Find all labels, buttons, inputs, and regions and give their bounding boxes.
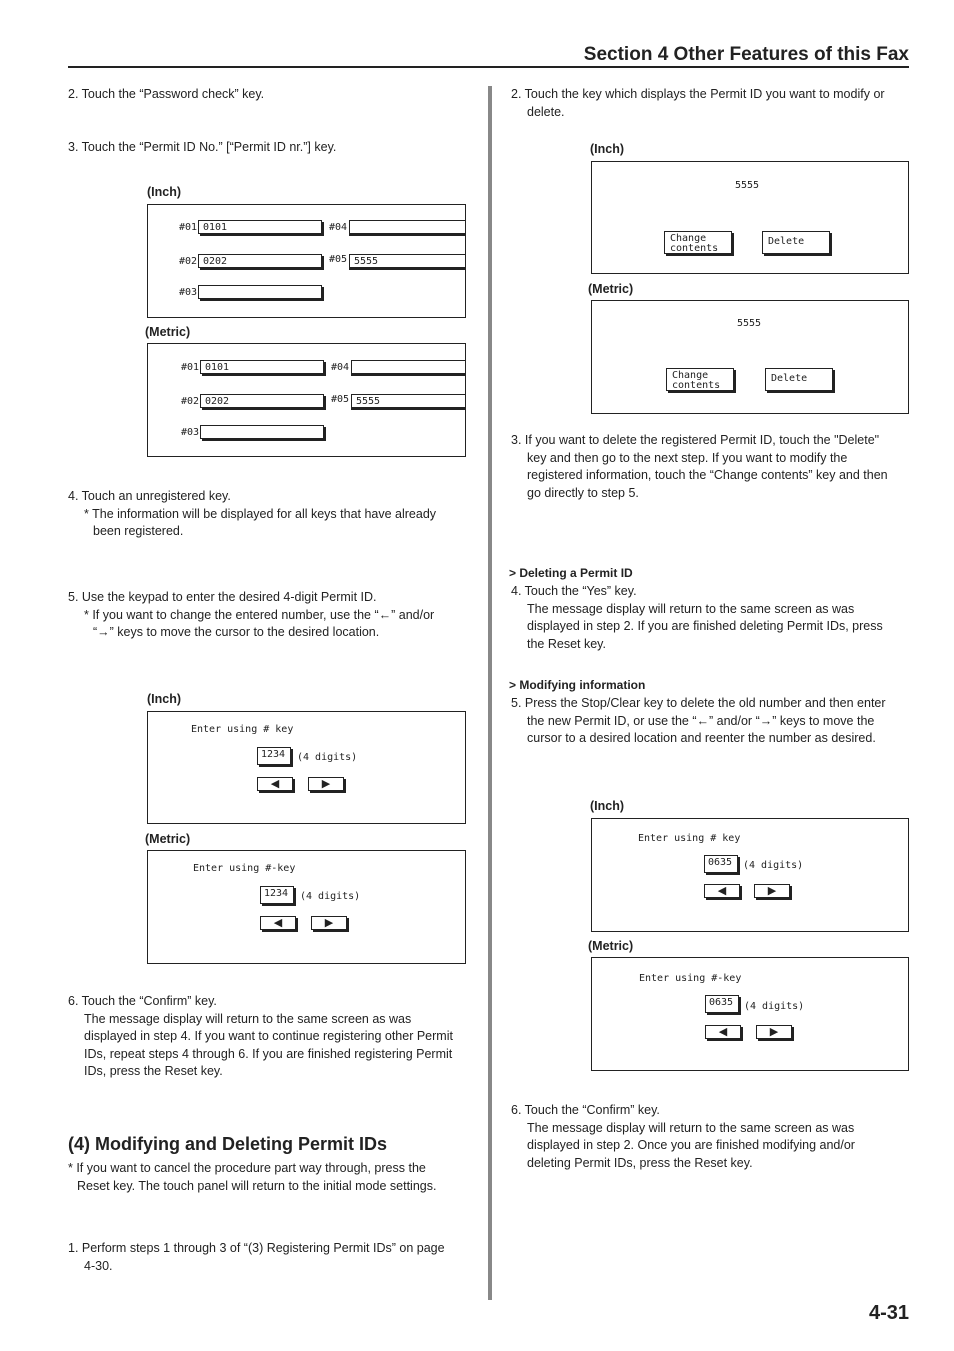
key-label-02: #02 — [179, 256, 198, 267]
digits-hint: (4 digits) — [743, 860, 804, 871]
metric-label: (Metric) — [145, 325, 191, 339]
step-5-note: * If you want to change the entered number, use the “←” and/or — [84, 607, 435, 622]
modify-id-screen-metric — [591, 957, 909, 1071]
cursor-left-button[interactable] — [705, 1025, 741, 1039]
select-id-screen-metric — [591, 300, 909, 414]
button-label: contents — [672, 380, 721, 391]
metric-label: (Metric) — [588, 939, 634, 953]
change-contents-button[interactable] — [666, 368, 734, 391]
digits-hint: (4 digits) — [297, 752, 358, 763]
key-label-01: #01 — [179, 222, 198, 233]
button-label: contents — [670, 243, 719, 254]
key-label-04: #04 — [329, 222, 348, 233]
permit-id-key-05[interactable]: 5555 — [351, 394, 466, 408]
left-arrow-icon: ◀ — [717, 885, 727, 897]
right-arrow-icon: ▶ — [767, 885, 777, 897]
cursor-left-button[interactable] — [257, 777, 293, 791]
step-5-line: the new Permit ID, or use the “←” and/or “→” keys to move the — [527, 713, 875, 728]
permit-id-screen-inch — [147, 204, 466, 318]
metric-label: (Metric) — [588, 282, 634, 296]
step-6-line: The message display will return to the same screen as was — [527, 1120, 855, 1135]
inch-label: (Inch) — [590, 799, 625, 813]
left-step-3: 3. Touch the “Permit ID No.” [“Permit ID nr.”] key. — [68, 140, 337, 154]
enter-prompt: Enter using #-key — [193, 863, 296, 874]
permit-id-key-02[interactable]: 0202 — [198, 254, 322, 268]
left-step-4 — [68, 488, 468, 541]
deleting-heading: > Deleting a Permit ID — [509, 566, 633, 580]
right-step-3 — [511, 432, 911, 502]
step-3-line: key and then go to the next step. If you want to modify the — [527, 450, 848, 465]
step-5-text: 5. Use the keypad to enter the desired 4-digit Permit ID. — [68, 590, 377, 604]
metric-label: (Metric) — [145, 832, 191, 846]
step-6-line: IDs, press the Reset key. — [84, 1064, 223, 1079]
header-rule — [68, 66, 909, 68]
inch-label: (Inch) — [147, 185, 182, 199]
right-arrow-icon: ▶ — [324, 917, 334, 929]
cursor-right-button[interactable] — [308, 777, 344, 791]
enter-id-screen-inch — [147, 711, 466, 824]
section-heading: (4) Modifying and Deleting Permit IDs — [68, 1134, 388, 1154]
step-2-line: 2. Touch the key which displays the Permit ID you want to modify or — [511, 87, 885, 101]
permit-id-screen-metric — [147, 343, 466, 457]
select-id-screen-inch — [591, 161, 909, 274]
step-6-line: deleting Permit IDs, press the Reset key. — [527, 1155, 753, 1170]
cursor-right-button[interactable] — [754, 884, 790, 898]
section-note-line: Reset key. The touch panel will return to the initial mode settings. — [77, 1178, 437, 1193]
section-note — [68, 1160, 478, 1195]
step-2-line: delete. — [527, 104, 565, 119]
permit-id-input[interactable]: 0635 — [704, 855, 738, 873]
digits-hint: (4 digits) — [300, 891, 361, 902]
left-arrow-icon: ◀ — [270, 778, 280, 790]
right-step-6 — [511, 1102, 911, 1172]
left-step-2: 2. Touch the “Password check” key. — [68, 87, 265, 101]
left-step-5 — [68, 589, 468, 642]
enter-prompt: Enter using #-key — [639, 973, 742, 984]
key-label-02: #02 — [181, 396, 200, 407]
modifying-heading: > Modifying information — [509, 678, 646, 692]
step-4-line: The message display will return to the same screen as was — [527, 601, 855, 616]
enter-prompt: Enter using # key — [638, 833, 741, 844]
step-5-note-cont: “→” keys to move the cursor to the desired location. — [93, 625, 380, 640]
permit-id-input[interactable]: 1234 — [260, 886, 294, 904]
delete-button[interactable]: Delete — [765, 368, 833, 391]
section-header: Section 4 Other Features of this Fax — [583, 44, 909, 65]
permit-id-key-03[interactable] — [200, 425, 324, 439]
right-step-4 — [511, 583, 911, 653]
section-note-line: * If you want to cancel the procedure part way through, press the — [68, 1161, 426, 1175]
permit-id-input[interactable]: 0635 — [705, 995, 739, 1013]
step-4-text: 4. Touch an unregistered key. — [68, 489, 231, 503]
cursor-left-button[interactable] — [260, 916, 296, 930]
selected-permit-id: 5555 — [737, 318, 762, 329]
step-3-line: go directly to step 5. — [527, 485, 639, 500]
step-6-line: The message display will return to the same screen as was — [84, 1011, 412, 1026]
left-arrow-icon: ◀ — [273, 917, 283, 929]
permit-id-key-01[interactable]: 0101 — [200, 360, 324, 374]
step-6-line: displayed in step 4. If you want to continue registering other Permit — [84, 1029, 453, 1044]
selected-permit-id: 5555 — [735, 180, 760, 191]
step-6-text: 6. Touch the “Confirm” key. — [68, 994, 217, 1008]
step-4-note: * The information will be displayed for all keys that have already — [84, 506, 437, 521]
modify-id-screen-inch — [591, 818, 909, 932]
step-4-line: displayed in step 2. If you are finished deleting Permit IDs, press — [527, 619, 883, 634]
enter-id-screen-metric — [147, 850, 466, 964]
key-label-01: #01 — [181, 362, 200, 373]
right-arrow-icon: ▶ — [769, 1026, 779, 1038]
right-arrow-icon: ▶ — [321, 778, 331, 790]
step-4-text: 4. Touch the “Yes” key. — [511, 584, 637, 598]
permit-id-key-03[interactable] — [198, 285, 322, 299]
left-step-6 — [68, 993, 478, 1081]
step-3-line: 3. If you want to delete the registered Permit ID, touch the "Delete" — [511, 433, 880, 447]
cursor-right-button[interactable] — [311, 916, 347, 930]
inch-label: (Inch) — [590, 142, 625, 156]
page-number: 4-31 — [868, 1302, 909, 1324]
cursor-right-button[interactable] — [756, 1025, 792, 1039]
step-6-line: displayed in step 2. Once you are finished modifying and/or — [527, 1138, 855, 1153]
key-label-03: #03 — [181, 427, 200, 438]
permit-id-key-04[interactable] — [349, 220, 466, 234]
column-divider — [488, 86, 492, 1300]
delete-button[interactable]: Delete — [762, 231, 830, 254]
permit-id-key-04[interactable] — [351, 360, 466, 374]
step-1-line: 4-30. — [84, 1258, 113, 1273]
step-4-note-cont: been registered. — [93, 524, 184, 539]
inch-label: (Inch) — [147, 692, 182, 706]
cursor-left-button[interactable] — [704, 884, 740, 898]
right-step-5 — [511, 695, 911, 748]
step-5-line: 5. Press the Stop/Clear key to delete the old number and then enter — [511, 696, 886, 710]
button-label: Change — [670, 233, 707, 244]
digits-hint: (4 digits) — [744, 1001, 805, 1012]
key-label-03: #03 — [179, 287, 198, 298]
step-5-line: cursor to a desired location and reenter the number as desired. — [527, 731, 876, 746]
key-label-05: #05 — [329, 254, 348, 265]
left-arrow-icon: ◀ — [718, 1026, 728, 1038]
key-label-04: #04 — [331, 362, 350, 373]
step-6-line: IDs, repeat steps 4 through 6. If you are finished registering Permit — [84, 1046, 453, 1061]
permit-id-input[interactable]: 1234 — [257, 747, 291, 765]
step-6-text: 6. Touch the “Confirm” key. — [511, 1103, 660, 1117]
permit-id-key-02[interactable]: 0202 — [200, 394, 324, 408]
step-3-line: registered information, touch the “Change contents” key and then — [527, 468, 888, 483]
button-label: Change — [672, 370, 709, 381]
key-label-05: #05 — [331, 394, 350, 405]
permit-id-key-01[interactable]: 0101 — [198, 220, 322, 234]
permit-id-key-05[interactable]: 5555 — [349, 254, 466, 268]
step-1-line: 1. Perform steps 1 through 3 of “(3) Registering Permit IDs” on page — [68, 1241, 445, 1255]
change-contents-button[interactable] — [664, 231, 732, 254]
step-4-line: the Reset key. — [527, 636, 606, 651]
right-step-2 — [511, 86, 911, 121]
enter-prompt: Enter using # key — [191, 724, 294, 735]
modify-step-1 — [68, 1240, 478, 1275]
